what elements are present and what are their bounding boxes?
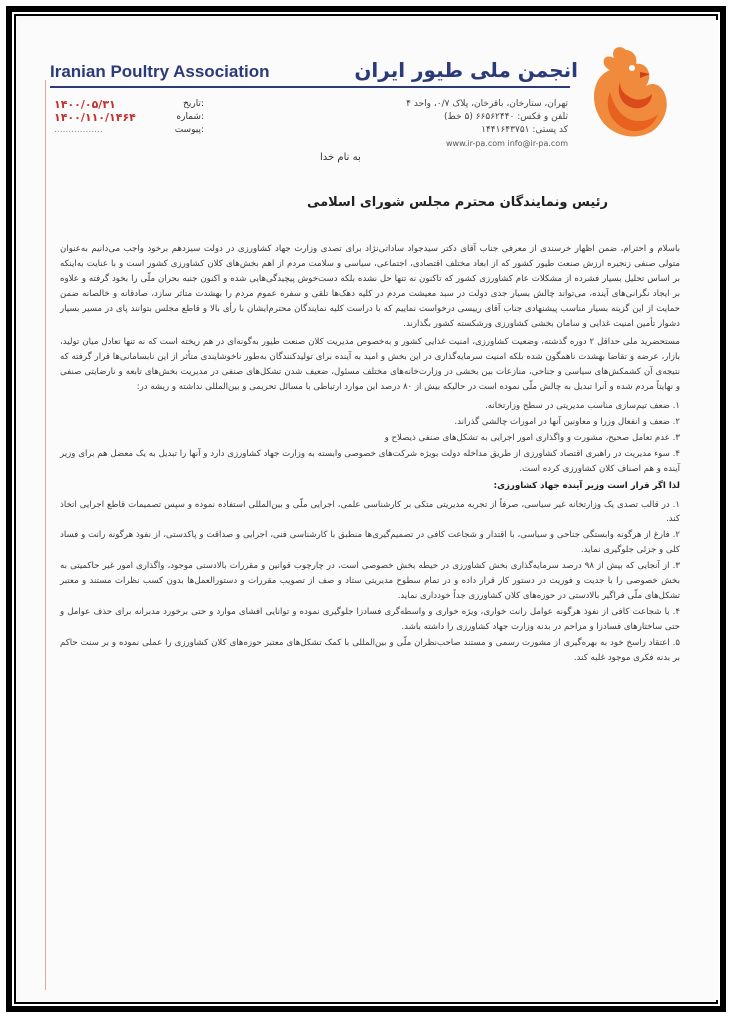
rooster-logo-icon	[580, 42, 672, 152]
number-label: شماره:	[176, 112, 204, 122]
date-label: تاریخ:	[183, 99, 204, 109]
list-item: ۱. در قالب تصدی یک وزارتخانه غیر سیاسی، صرفاً از تجربه مدیریتی متکی بر کارشناسی علمی، اجرایی ملّی و بین‌المللی استفاده نموده و سپس تصمیمات قاطع اجرایی اتخاذ کند.	[60, 499, 680, 525]
date-value: ۱۴۰۰/۰۵/۳۱	[54, 98, 116, 111]
list-item: ۴. با شجاعت کافی از نفوذ هرگونه عوامل رانت خواری، ویژه خواری و واسطه‌گری فسادزا جلوگیری نموده و توانایی افشای موارد و حتی برخورد مدبرانه برای حذف عوامل و حتی ساختارهای فسادزا و مزاحم در بدنه وزارت جهاد کشاورزی را داشته باشد.	[60, 606, 680, 632]
postal-code-line: کد پستی: ۱۴۴۱۶۴۳۷۵۱	[481, 125, 568, 135]
list-item: ۳. عدم تعامل صحیح، مشورت و واگذاری امور اجرایی به تشکل‌های صنفی ذیصلاح و	[384, 432, 680, 443]
letter-body	[60, 242, 680, 666]
list-item: ۵. اعتقاد راسخ خود به بهره‌گیری از مشورت رسمی و مستند صاحب‌نظران ملّی و بین‌المللی با کمک تشکل‌های معتبر حوزه‌های کلان کشاورزی را عملی نموده و بر سنت حاکم بر بدنه فکری موجود غلبه کند.	[60, 637, 680, 663]
list-item: ۱. ضعف تیم‌سازی مناسب مدیریتی در سطح وزارتخانه.	[485, 401, 680, 412]
basmala: به نام خدا	[320, 152, 361, 163]
paragraph: مستحضرید ملی حداقل ۲ دوره گذشته، وضعیت کشاورزی، امنیت غذایی کشور و به‌خصوص مدیریت کلان صنعت طیور به‌گونه‌ای در هم ریخته است که نه تنها تعادل میان تولید، بازار، عرضه و تقاضا بهشدت ناهمگون شده بلکه امنیت سرمایه‌گذاری در این بخش و امید به آینده برای تولیدکنندگان به‌طور ناخوشایندی متأثر از این نابسامانی‌ها قرار گرفته که نتیجه‌ی آن کشمکش‌های سیاسی و جناحی، منازعات بین بخشی در وزارت‌خانه‌های مختلف مسئول، ضعیف شدن تشکل‌های صنفی در مدیریت بخش‌های تابعه و نارضایتی صنفی و نهایتاً مردم شده و آنرا تبدیل به چالش ملّی نموده است در حالیکه بیش از ۸۰ درصد این موارد ارتباطی با مسائل تحریمی و بین‌المللی نداشته و ریشه در:	[60, 337, 681, 393]
phone-line: تلفن و فکس: ۶۶۵۶۲۴۴۰ (۵ خط)	[444, 112, 568, 122]
attachment-label: پیوست:	[174, 125, 204, 135]
list-item: ۲. ضعف و انفعال وزرا و معاونین آنها در امورات چالشی گذراند.	[454, 416, 680, 427]
margin-line	[45, 80, 46, 990]
brand-name-english: Iranian Poultry Association	[50, 62, 270, 81]
recipient-heading: رئیس ونمایندگان محترم مجلس شورای اسلامی	[306, 195, 608, 210]
address-line: تهران، ستارخان، باقرخان، پلاک ۰/۷، واحد ۴	[406, 99, 568, 109]
letter-meta	[54, 98, 204, 137]
paragraph: باسلام و احترام، ضمن اظهار خرسندی از معرفی جناب آقای دکتر سیدجواد ساداتی‌نژاد برای تصدی وزارت جهاد کشاورزی در دولت سیزدهم برخود واجب می‌دانیم به‌عنوان متولی صنفی زنجیره ارزش صنعت طیور کشور که از ابعاد مختلف اقتصادی، اجتماعی، سیاسی و سلامت مردم از اهم بخش‌های کلان کشاورزی کشور است و با عنایت به‌اینکه بر اساس تحلیل بسیار فشرده از مشکلات عام کشاورزی کشور که تاکنون نه تنها حل نشده بلکه دست‌خوش پیچیدگی‌هایی شده و اکنون جنبه بحران ملّی را بخود گرفته و علاوه بر ایجاد نگرانی‌های آینده، می‌تواند چالش بسیار جدی دولت در سبد معیشت مردم در کلیه دهک‌ها تلقی و سفره عموم مردم را بهشدت متاثر سازد، صادقانه و خالصانه ضمن حمایت از این گزینه بسیار مناسب پیشنهادی جناب آقای رییسی درخواست نماییم که با دراست کلیه نمایندگان محترم‌ایشان با رأی بالا و قاطع مجلس بتوانند پای در مسیر بسیار دشوار تأمین امنیت غذایی و سامان بخشی کشاورزی ورشکسته کشور بگذارند.	[60, 244, 680, 329]
address-block	[348, 98, 568, 150]
list-item: ۴. سوء مدیریت در راهبری اقتصاد کشاورزی از طریق مداخله دولت بویژه شرکت‌های خصوصی وابسته به وزارت جهاد کشاورزی دارد و آنها را تبدیل به یک معضل هم برای وزیر آینده و هم اصناف کلان کشاورزی کرده است.	[60, 448, 680, 474]
letter-page	[20, 20, 718, 1000]
header-rule	[50, 86, 570, 88]
number-value: ۱۴۰۰/۱۱۰/۱۴۶۴	[54, 111, 136, 124]
brand-name-persian: انجمن ملی طیور ایران	[354, 58, 578, 82]
list-item: ۲. فارغ از هرگونه وابستگی جناحی و سیاسی، با اقتدار و شجاعت کافی در تصمیم‌گیری‌ها منطبق با کارشناسی فنی، اجرایی و صداقت و پاکدستی، از نفوذ هرگونه رانت و فساد کلی و جزئی جلوگیری نماید.	[60, 530, 680, 556]
website-email: www.ir-pa.com info@ir-pa.com	[446, 139, 568, 148]
attachment-value: .................	[54, 125, 103, 135]
list-item: ۳. از آنجایی که بیش از ۹۸ درصد سرمایه‌گذاری بخش کشاورزی در حیطه بخش خصوصی است، در چارچوب قوانین و مقررات بالادستی موجود، واگذاری امور غیر حاکمیتی به بخش خصوصی را با جدیت و فوریت در دستور کار قرار داده و در تمام سطوح مدیریتی ستاد و صف از تصویب مقررات و دستورالعمل‌ها بدون کسب نظرات مستند و معتبر تشکل‌های ملّی فراگیر بالادستی در حوزه‌های کلان کشاورزی جداً خودداری نماید.	[60, 561, 680, 601]
subheading: لذا اگر قرار است وزیر آینده جهاد کشاورزی:	[493, 480, 680, 491]
